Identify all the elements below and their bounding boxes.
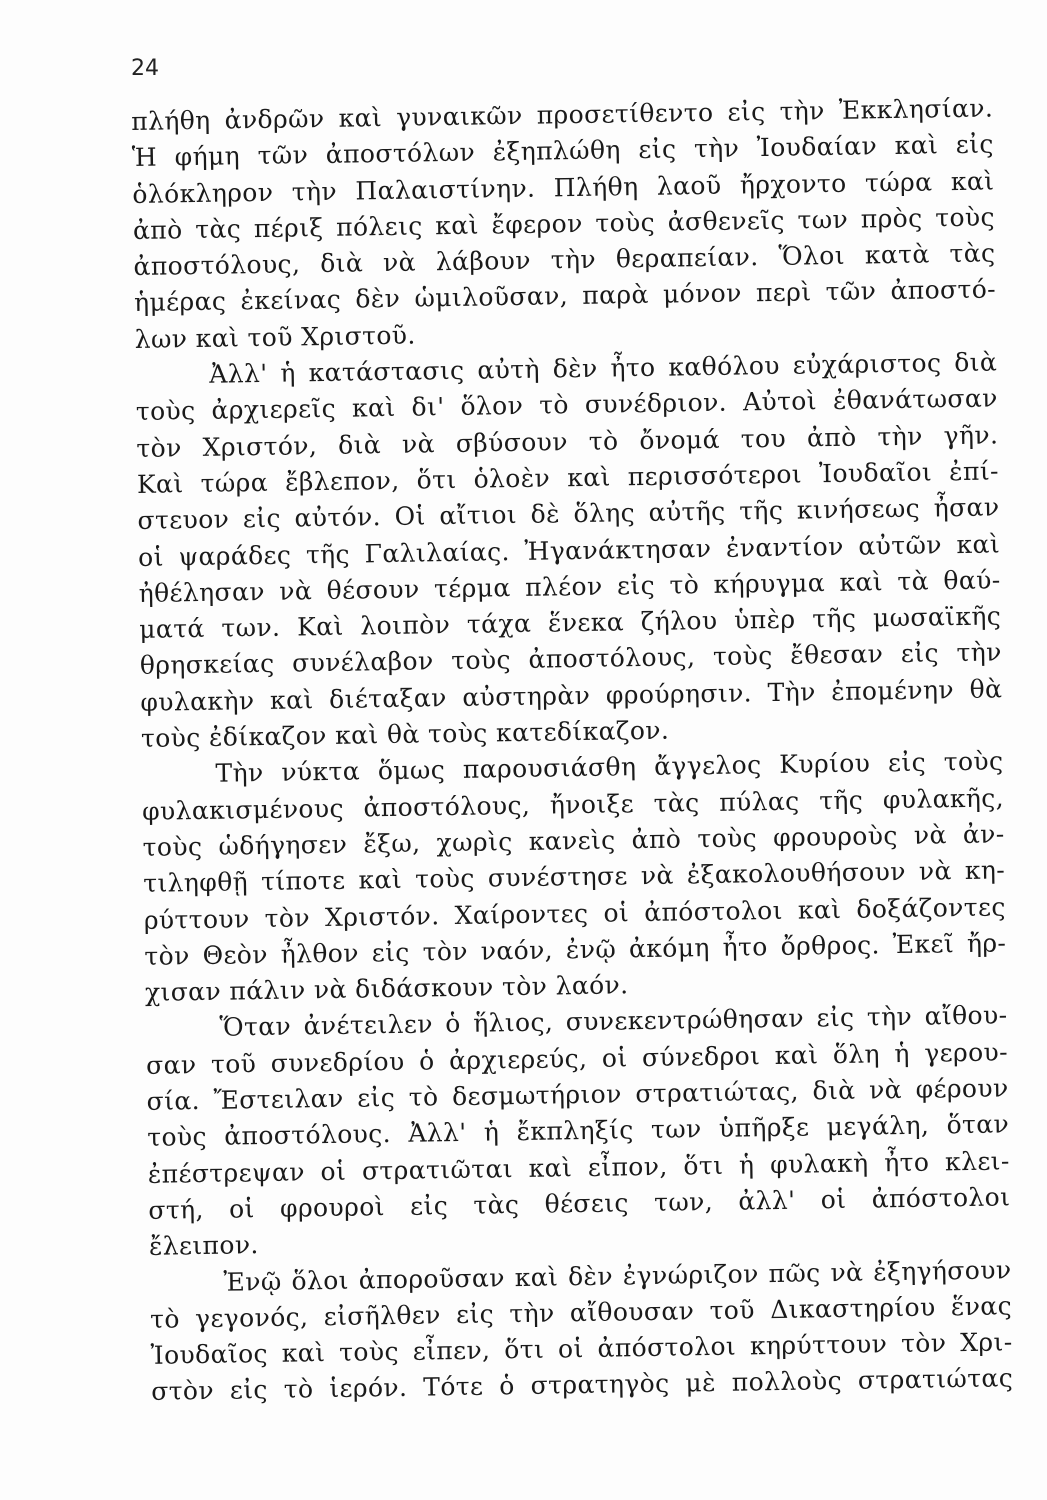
text-line: φυλακισμένους ἀποστόλους, ἤνοιξε τὰς πύλας τῆς φυλακῆς,: [141, 783, 1005, 826]
text-line: ματά των. Καὶ λοιπὸν τάχα ἕνεκα ζήλου ὑπὲρ τῆς μωσαϊκῆς: [139, 601, 1002, 645]
text-line: ἐπέστρεψαν οἱ στρατιῶται καὶ εἶπον, ὅτι ἡ φυλακὴ ἦτο κλει-: [147, 1145, 1010, 1189]
text-line: Καὶ τώρα ἔβλεπον, ὅτι ὁλοὲν καὶ περισσότεροι Ἰουδαῖοι ἐπί-: [136, 456, 1000, 499]
text-line: τὸν Χριστόν, διὰ νὰ σβύσουν τὸ ὄνομά του ἀπὸ τὴν γῆν.: [136, 420, 999, 463]
text-line: τοὺς ἐδίκαζον καὶ θὰ τοὺς κατεδίκαζον.: [140, 715, 670, 753]
text-line: στευον εἰς αὐτόν. Οἱ αἴτιοι δὲ ὅλης αὐτῆς τῆς κινήσεως ἦσαν: [137, 492, 1000, 536]
text-line: τὸν Θεὸν ἦλθον εἰς τὸν ναόν, ἐνῷ ἀκόμη ἦτο ὄρθρος. Ἐκεῖ ἤρ-: [144, 928, 1007, 971]
text-line: στή, οἱ φρουροὶ εἰς τὰς θέσεις των, ἀλλ' οἱ ἀπόστολοι: [148, 1182, 1011, 1225]
text-line: στὸν εἰς τὸ ἱερόν. Τότε ὁ στρατηγὸς μὲ πολλοὺς στρατιώτας: [151, 1363, 1014, 1407]
text-line: τιληφθῇ τίποτε καὶ τοὺς συνέστησε νὰ ἐξακολουθήσουν νὰ κη-: [143, 855, 1006, 899]
text-line: ἀποστόλους, διὰ νὰ λάβουν τὴν θεραπείαν. Ὅλοι κατὰ τὰς: [133, 238, 996, 282]
text-line: Ἰουδαῖος καὶ τοὺς εἶπεν, ὅτι οἱ ἀπόστολοι κηρύττουν τὸν Χρι-: [150, 1327, 1013, 1370]
text-line: τοὺς ἀποστόλους. Ἀλλ' ἡ ἔκπληξίς των ὑπῆρξε μεγάλη, ὅταν: [147, 1109, 1010, 1153]
text-line: Τὴν νύκτα ὅμως παρουσιάσθη ἄγγελος Κυρίου εἰς τοὺς: [215, 746, 1004, 789]
text-line: πλήθη ἀνδρῶν καὶ γυναικῶν προσετίθεντο εἰς τὴν Ἐκκλησίαν.: [131, 93, 994, 136]
text-line: τοὺς ἀρχιερεῖς καὶ δι' ὅλον τὸ συνέδριον. Αὐτοὶ ἐθανάτωσαν: [135, 383, 998, 427]
text-line: σία. Ἔστειλαν εἰς τὸ δεσμωτήριον στρατιώτας, διὰ νὰ φέρουν: [146, 1073, 1009, 1116]
text-line: τὸ γεγονός, εἰσῆλθεν εἰς τὴν αἴθουσαν τοῦ Δικαστηρίου ἕνας: [149, 1291, 1013, 1334]
page-number: 24: [131, 56, 159, 81]
text-line: ἠθέλησαν νὰ θέσουν τέρμα πλέον εἰς τὸ κήρυγμα καὶ τὰ θαύ-: [138, 565, 1001, 608]
text-line: ἡμέρας ἐκείνας δὲν ὡμιλοῦσαν, παρὰ μόνον περὶ τῶν ἀποστό-: [133, 274, 997, 318]
text-line: ρύττουν τὸν Χριστόν. Χαίροντες οἱ ἀπόστολοι καὶ δοξάζοντες: [143, 891, 1006, 935]
body-text: [131, 90, 1013, 1410]
text-line: χισαν πάλιν νὰ διδάσκουν τὸν λαόν.: [144, 970, 629, 1008]
text-line: λων καὶ τοῦ Χριστοῦ.: [134, 320, 416, 354]
text-line: Ἀλλ' ἡ κατάστασις αὐτὴ δὲν ἦτο καθόλου εὐχάριστος διὰ: [209, 347, 998, 389]
text-line: τοὺς ὡδήγησεν ἔξω, χωρὶς κανεὶς ἀπὸ τοὺς φρουροὺς νὰ ἀν-: [142, 819, 1005, 862]
text-line: ὁλόκληρον τὴν Παλαιστίνην. Πλήθη λαοῦ ἤρχοντο τώρα καὶ: [132, 166, 995, 209]
text-line: σαν τοῦ συνεδρίου ὁ ἀρχιερεύς, οἱ σύνεδροι καὶ ὅλη ἡ γερου-: [145, 1037, 1009, 1080]
text-line: ἀπὸ τὰς πέριξ πόλεις καὶ ἔφερον τοὺς ἀσθενεῖς των πρὸς τοὺς: [132, 202, 996, 245]
text-line: οἱ ψαράδες τῆς Γαλιλαίας. Ἠγανάκτησαν ἐναντίον αὐτῶν καὶ: [137, 528, 1001, 572]
text-line: Ἐνῷ ὅλοι ἀποροῦσαν καὶ δὲν ἐγνώριζον πῶς νὰ ἐξηγήσουν: [223, 1254, 1012, 1297]
text-line: φυλακὴν καὶ διέταξαν αὐστηρὰν φρούρησιν. Τὴν ἐπομένην θὰ: [140, 674, 1003, 717]
text-line: Ὅταν ἀνέτειλεν ὁ ἥλιος, συνεκεντρώθησαν εἰς τὴν αἴθου-: [219, 1000, 1008, 1043]
text-line: ἔλειπον.: [148, 1230, 260, 1262]
text-line: Ἡ φήμη τῶν ἀποστόλων ἐξηπλώθη εἰς τὴν Ἰουδαίαν καὶ εἰς: [131, 129, 994, 173]
text-line: θρησκείας συνέλαβον τοὺς ἀποστόλους, τοὺς ἔθεσαν εἰς τὴν: [139, 637, 1002, 681]
